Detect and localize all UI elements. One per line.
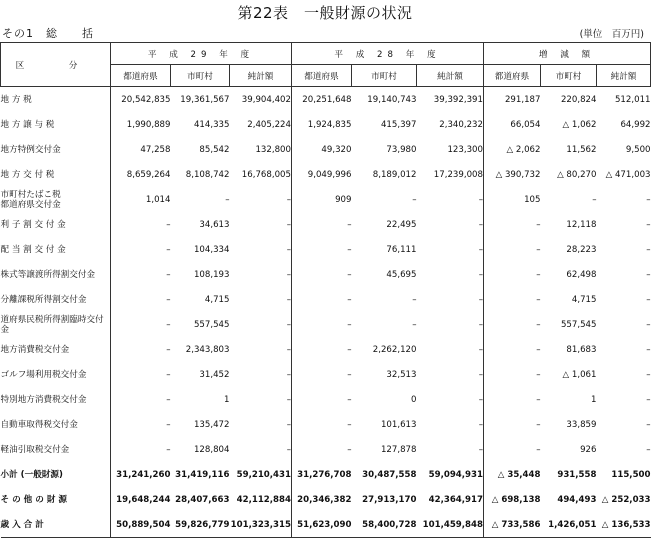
value-cell: 28,223 (566, 244, 597, 255)
value-cell: 135,472 (193, 419, 230, 430)
value-cell: – (417, 412, 484, 437)
value-cell: – (166, 444, 171, 455)
table-row (1, 337, 651, 362)
row-label-text: 道府県民税所得割臨時交付金 (0, 314, 104, 335)
value-cell: 20,251,648 (302, 94, 352, 105)
group-header-change: 増 減 額 (484, 43, 651, 65)
value-cell: – (417, 262, 484, 287)
value-cell: – (536, 369, 541, 380)
value-cell: 62,498 (566, 269, 597, 280)
table-row (1, 412, 651, 437)
row-label-text: ゴルフ場利用税交付金 (0, 369, 87, 380)
value-cell: 123,300 (417, 137, 484, 162)
value-cell: – (646, 269, 651, 280)
table-row (1, 137, 651, 162)
value-cell: – (646, 394, 651, 405)
value-cell: △ 2,062 (506, 144, 541, 155)
value-cell: 31,419,116 (175, 469, 230, 480)
value-cell: – (646, 344, 651, 355)
value-cell: – (417, 437, 484, 462)
value-cell: – (536, 394, 541, 405)
value-cell: 47,258 (140, 144, 171, 155)
value-cell: 31,241,260 (116, 469, 171, 480)
value-cell: – (417, 187, 484, 212)
value-cell: – (412, 194, 417, 205)
value-cell: 909 (335, 194, 352, 205)
row-label-text: 配 当 割 交 付 金 (0, 244, 66, 255)
value-cell: – (230, 387, 292, 412)
column-header: 市町村 (171, 65, 230, 87)
table-row (1, 487, 651, 512)
value-cell: 105 (524, 194, 541, 205)
value-cell: 51,623,090 (292, 512, 352, 538)
value-cell: – (417, 312, 484, 337)
value-cell: – (230, 362, 292, 387)
value-cell: – (536, 319, 541, 330)
value-cell: 20,346,382 (297, 494, 352, 505)
column-header: 都道府県 (484, 65, 541, 87)
value-cell: 31,276,708 (297, 469, 352, 480)
value-cell: 8,108,742 (185, 169, 230, 180)
value-cell: 127,878 (380, 444, 417, 455)
value-cell: 104,334 (193, 244, 230, 255)
row-label-text: 自動車取得税交付金 (0, 419, 78, 430)
value-cell: 415,397 (380, 119, 417, 130)
column-header: 純計額 (597, 65, 651, 87)
value-cell: 32,513 (386, 369, 417, 380)
table-row (1, 87, 651, 113)
value-cell: – (417, 337, 484, 362)
value-cell: – (536, 269, 541, 280)
value-cell: 8,189,012 (372, 169, 417, 180)
row-label (1, 312, 111, 337)
value-cell: – (347, 294, 352, 305)
value-cell: – (347, 369, 352, 380)
value-cell: – (347, 219, 352, 230)
value-cell: – (347, 244, 352, 255)
column-header: 都道府県 (292, 65, 352, 87)
value-cell: – (412, 294, 417, 305)
row-label-text: 株式等譲渡所得割交付金 (0, 269, 96, 280)
value-cell: – (536, 444, 541, 455)
value-cell: 28,407,663 (175, 494, 230, 505)
value-cell: 9,049,996 (307, 169, 352, 180)
value-cell: – (166, 244, 171, 255)
value-cell: 2,343,803 (185, 344, 230, 355)
value-cell: 22,495 (386, 219, 417, 230)
value-cell: 12,118 (566, 219, 597, 230)
value-cell: – (230, 212, 292, 237)
value-cell: 1,990,889 (126, 119, 171, 130)
row-label (1, 437, 111, 462)
row-label-text: 小計 (一般財源) (0, 469, 63, 480)
value-cell: 19,648,244 (116, 494, 171, 505)
column-header: 市町村 (541, 65, 597, 87)
row-label (1, 262, 111, 287)
value-cell: 39,904,402 (230, 87, 292, 113)
table-row (1, 462, 651, 487)
table-row (1, 237, 651, 262)
value-cell: 19,361,567 (180, 94, 230, 105)
row-label-text: 地 方 税 (0, 94, 32, 105)
column-header: 市町村 (352, 65, 417, 87)
value-cell: 128,804 (193, 444, 230, 455)
value-cell: 557,545 (193, 319, 230, 330)
value-cell: △ 390,732 (495, 169, 541, 180)
value-cell: 494,493 (557, 494, 597, 505)
row-label-text: そ の 他 の 財 源 (0, 494, 68, 505)
value-cell: – (230, 337, 292, 362)
value-cell: 73,980 (386, 144, 417, 155)
value-cell: – (646, 369, 651, 380)
value-cell: 66,054 (510, 119, 541, 130)
category-header: 区 分 (1, 43, 111, 87)
value-cell: 101,613 (380, 419, 417, 430)
row-label-text: 地方特例交付金 (0, 144, 61, 155)
row-label (1, 137, 111, 162)
value-cell: – (166, 419, 171, 430)
value-cell: – (417, 362, 484, 387)
row-label (1, 337, 111, 362)
value-cell: △ 471,003 (605, 169, 651, 180)
row-label (1, 362, 111, 387)
value-cell: – (646, 194, 651, 205)
value-cell: – (646, 219, 651, 230)
value-cell: 64,992 (620, 119, 651, 130)
group-header-fy28: 平 成 28 年 度 (292, 43, 484, 65)
value-cell: △ 35,448 (497, 469, 541, 480)
row-label-text: 特別地方消費税交付金 (0, 394, 87, 405)
value-cell: 9,500 (625, 144, 651, 155)
row-label-text: 地 方 譲 与 税 (0, 119, 55, 130)
value-cell: – (166, 269, 171, 280)
value-cell: – (347, 344, 352, 355)
value-cell: 76,111 (386, 244, 417, 255)
value-cell: 17,239,008 (417, 162, 484, 187)
value-cell: 931,558 (557, 469, 597, 480)
value-cell: 557,545 (560, 319, 597, 330)
row-label-text: 分離課税所得割交付金 (0, 294, 87, 305)
value-cell: △ 1,061 (562, 369, 597, 380)
value-cell: 4,715 (571, 294, 597, 305)
value-cell: 0 (411, 394, 417, 405)
value-cell: – (536, 219, 541, 230)
row-label (1, 212, 111, 237)
row-label-text: 歳 入 合 計 (0, 519, 44, 530)
value-cell: 1,924,835 (307, 119, 352, 130)
row-label (1, 87, 111, 113)
value-cell: 8,659,264 (126, 169, 171, 180)
value-cell: – (347, 419, 352, 430)
value-cell: – (166, 219, 171, 230)
value-cell: 115,500 (611, 469, 651, 480)
general-revenue-table (0, 42, 651, 538)
unit-note: (単位 百万円) (579, 29, 644, 40)
value-cell: – (230, 237, 292, 262)
row-label (1, 487, 111, 512)
value-cell: 58,400,728 (352, 512, 417, 538)
value-cell: – (412, 319, 417, 330)
value-cell: 2,262,120 (372, 344, 417, 355)
row-label (1, 512, 111, 538)
row-label (1, 162, 111, 187)
value-cell: – (230, 262, 292, 287)
value-cell: – (230, 412, 292, 437)
value-cell: – (417, 387, 484, 412)
row-label (1, 462, 111, 487)
value-cell: – (592, 194, 597, 205)
table-row (1, 387, 651, 412)
section-subtitle: その1 総 括 (2, 27, 94, 40)
value-cell: – (230, 187, 292, 212)
column-header: 純計額 (230, 65, 292, 87)
column-header: 純計額 (417, 65, 484, 87)
row-label-text: 軽油引取税交付金 (0, 444, 70, 455)
value-cell: 1,426,051 (541, 512, 597, 538)
value-cell: 27,913,170 (362, 494, 417, 505)
value-cell: – (646, 294, 651, 305)
value-cell: 34,613 (199, 219, 230, 230)
value-cell: – (646, 319, 651, 330)
group-header-fy29: 平 成 29 年 度 (111, 43, 292, 65)
value-cell: △ 698,138 (491, 494, 541, 505)
row-label (1, 187, 111, 212)
value-cell: 2,405,224 (230, 112, 292, 137)
row-label (1, 287, 111, 312)
row-label (1, 237, 111, 262)
value-cell: – (347, 444, 352, 455)
value-cell: 1,014 (145, 194, 171, 205)
value-cell: 414,335 (193, 119, 230, 130)
value-cell: 59,210,431 (230, 462, 292, 487)
value-cell: 85,542 (199, 144, 230, 155)
row-label-text: 利 子 割 交 付 金 (0, 219, 66, 230)
table-row (1, 212, 651, 237)
value-cell: 2,340,232 (417, 112, 484, 137)
value-cell: 20,542,835 (121, 94, 171, 105)
value-cell: △ 136,533 (597, 512, 651, 538)
table-row (1, 262, 651, 287)
value-cell: – (417, 212, 484, 237)
value-cell: 11,562 (566, 144, 597, 155)
value-cell: – (417, 237, 484, 262)
table-row (1, 362, 651, 387)
value-cell: 33,859 (566, 419, 597, 430)
value-cell: 81,683 (566, 344, 597, 355)
value-cell: – (536, 419, 541, 430)
table-row (1, 162, 651, 187)
value-cell: – (417, 287, 484, 312)
value-cell: 31,452 (199, 369, 230, 380)
value-cell: 1 (224, 394, 230, 405)
row-label-text: 地方消費税交付金 (0, 344, 70, 355)
table-row (1, 112, 651, 137)
value-cell: 108,193 (193, 269, 230, 280)
value-cell: 59,094,931 (417, 462, 484, 487)
row-label (1, 412, 111, 437)
value-cell: △ 252,033 (601, 494, 651, 505)
value-cell: – (166, 369, 171, 380)
value-cell: 101,459,848 (417, 512, 484, 538)
value-cell: 19,140,743 (367, 94, 417, 105)
row-label-text: 地 方 交 付 税 (0, 169, 55, 180)
value-cell: △ 80,270 (557, 169, 597, 180)
value-cell: 50,889,504 (111, 512, 171, 538)
value-cell: 49,320 (321, 144, 352, 155)
row-label-text: 市町村たばこ税 都道府県交付金 (0, 189, 61, 210)
value-cell: – (646, 444, 651, 455)
value-cell: 16,768,005 (230, 162, 292, 187)
value-cell: – (347, 394, 352, 405)
table-row (1, 512, 651, 538)
value-cell: 59,826,779 (171, 512, 230, 538)
value-cell: – (536, 244, 541, 255)
page-title: 第22表 一般財源の状況 (237, 4, 413, 22)
value-cell: – (646, 244, 651, 255)
value-cell: – (536, 294, 541, 305)
value-cell: – (230, 287, 292, 312)
table-row (1, 312, 651, 337)
value-cell: 39,392,391 (417, 87, 484, 113)
row-label (1, 112, 111, 137)
value-cell: – (225, 194, 230, 205)
table-row (1, 287, 651, 312)
value-cell: 45,695 (386, 269, 417, 280)
value-cell: 926 (580, 444, 597, 455)
value-cell: – (166, 394, 171, 405)
table-row (1, 437, 651, 462)
value-cell: 42,364,917 (417, 487, 484, 512)
value-cell: 291,187 (504, 94, 541, 105)
value-cell: 4,715 (204, 294, 230, 305)
value-cell: 42,112,884 (230, 487, 292, 512)
value-cell: 101,323,315 (230, 512, 292, 538)
value-cell: 30,487,558 (362, 469, 417, 480)
value-cell: 220,824 (560, 94, 597, 105)
value-cell: – (646, 419, 651, 430)
column-header: 都道府県 (111, 65, 171, 87)
row-label (1, 387, 111, 412)
value-cell: – (230, 437, 292, 462)
value-cell: △ 733,586 (484, 512, 541, 538)
value-cell: – (347, 269, 352, 280)
value-cell: 132,800 (230, 137, 292, 162)
value-cell: – (230, 312, 292, 337)
value-cell: – (536, 344, 541, 355)
value-cell: 512,011 (614, 94, 651, 105)
value-cell: △ 1,062 (562, 119, 597, 130)
value-cell: – (166, 294, 171, 305)
table-row (1, 187, 651, 212)
value-cell: – (166, 344, 171, 355)
value-cell: – (166, 319, 171, 330)
value-cell: – (347, 319, 352, 330)
value-cell: 1 (591, 394, 597, 405)
